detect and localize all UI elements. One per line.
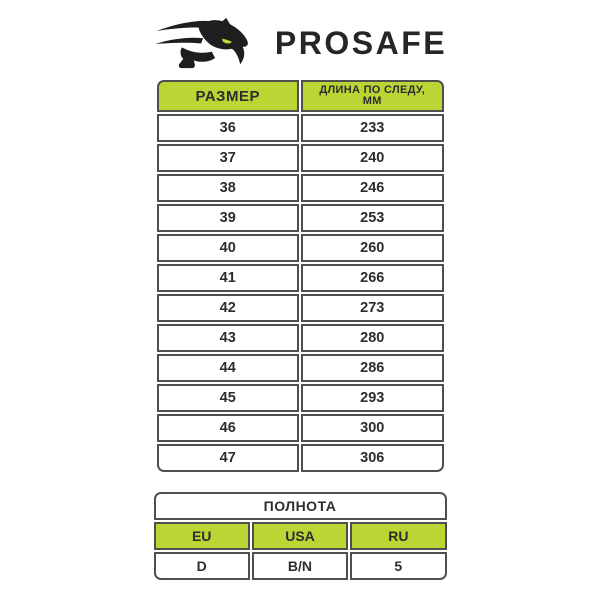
table-row — [157, 354, 444, 382]
length-cell: 286 — [301, 354, 444, 382]
size-cell: 37 — [157, 144, 300, 172]
brand-name: PROSAFE — [274, 25, 448, 61]
header-length — [301, 80, 444, 112]
table-row — [157, 114, 444, 142]
header-eu: EU — [154, 522, 250, 550]
size-table — [155, 78, 446, 474]
size-cell: 38 — [157, 174, 300, 202]
length-cell: 253 — [301, 204, 444, 232]
table-row — [157, 144, 444, 172]
size-cell: 43 — [157, 324, 300, 352]
fullness-title-row — [154, 492, 447, 520]
size-table-header-row — [157, 80, 444, 112]
value-usa: B/N — [252, 552, 348, 580]
table-row — [157, 234, 444, 262]
size-cell: 46 — [157, 414, 300, 442]
length-cell: 266 — [301, 264, 444, 292]
fullness-header-row — [154, 522, 447, 550]
header-usa: USA — [252, 522, 348, 550]
table-row — [157, 204, 444, 232]
brand-logo — [0, 14, 600, 72]
length-cell: 260 — [301, 234, 444, 262]
table-row — [157, 384, 444, 412]
length-cell: 273 — [301, 294, 444, 322]
value-eu: D — [154, 552, 250, 580]
length-cell: 293 — [301, 384, 444, 412]
size-cell: 36 — [157, 114, 300, 142]
length-cell: 233 — [301, 114, 444, 142]
size-cell: 40 — [157, 234, 300, 262]
length-cell: 280 — [301, 324, 444, 352]
length-cell: 300 — [301, 414, 444, 442]
value-ru: 5 — [350, 552, 446, 580]
size-table-header — [157, 80, 444, 112]
length-cell: 240 — [301, 144, 444, 172]
size-cell: 47 — [157, 444, 300, 472]
size-cell: 42 — [157, 294, 300, 322]
table-row — [157, 444, 444, 472]
table-row — [157, 294, 444, 322]
size-cell: 39 — [157, 204, 300, 232]
table-row — [157, 174, 444, 202]
header-size: РАЗМЕР — [157, 80, 300, 112]
size-table-body — [157, 114, 444, 472]
table-row — [157, 264, 444, 292]
rhino-icon — [153, 16, 257, 70]
header-length-line1: ДЛИНА ПО СЛЕДУ, — [319, 84, 426, 96]
length-cell: 246 — [301, 174, 444, 202]
table-row — [157, 414, 444, 442]
table-row — [157, 324, 444, 352]
size-cell: 44 — [157, 354, 300, 382]
fullness-values-row — [154, 552, 447, 580]
size-cell: 45 — [157, 384, 300, 412]
size-cell: 41 — [157, 264, 300, 292]
fullness-table — [152, 490, 449, 582]
header-length-line2: ММ — [362, 95, 382, 107]
header-ru: RU — [350, 522, 446, 550]
fullness-title: ПОЛНОТА — [154, 492, 447, 520]
length-cell: 306 — [301, 444, 444, 472]
